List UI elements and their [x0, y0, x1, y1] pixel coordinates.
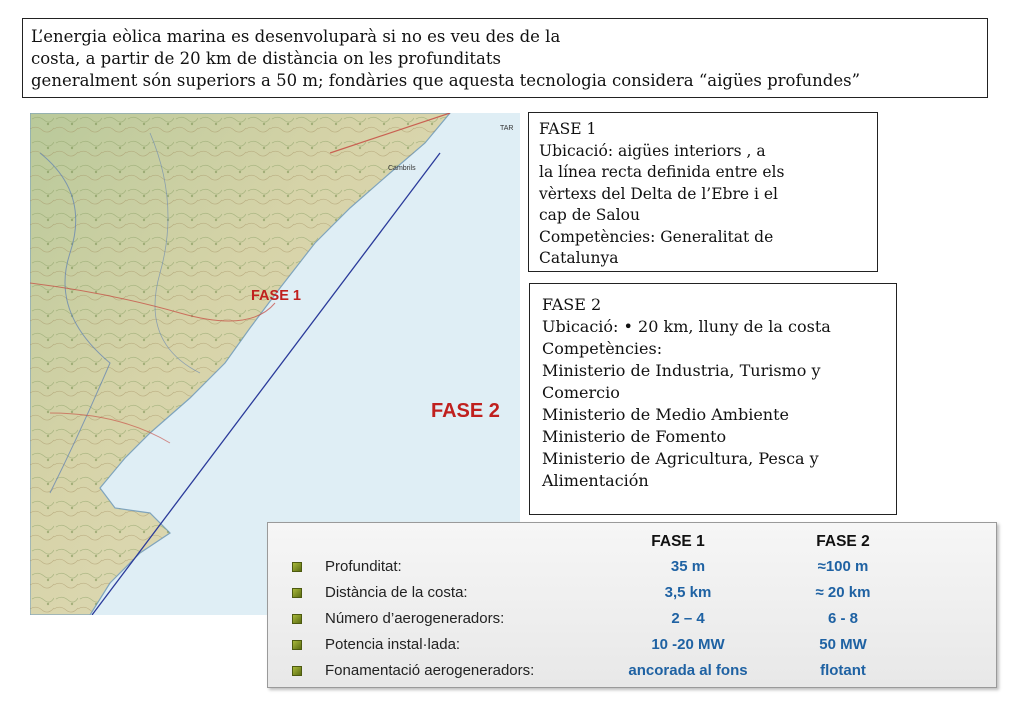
fase2-line: Comercio: [542, 383, 620, 402]
fase2-line: Competències:: [542, 339, 663, 358]
fase2-line: Ministerio de Industria, Turismo y: [542, 361, 821, 380]
row-label: Fonamentació aerogeneradors:: [325, 662, 535, 679]
map-label-fase2: FASE 2: [431, 400, 500, 422]
fase2-line: FASE 2: [542, 295, 602, 314]
intro-text-box: [22, 18, 988, 98]
square-bullet-icon: [292, 614, 302, 624]
fase1-line: Ubicació: aigües interiors , a: [539, 141, 766, 160]
fase1-line: Competències: Generalitat de: [539, 227, 774, 246]
fase2-line: Alimentación: [542, 471, 649, 490]
intro-line: L’energia eòlica marina es desenvoluparà si no es veu des de la: [31, 27, 561, 46]
intro-line: generalment són superiors a 50 m; fondàries que aquesta tecnologia considera “aigües profundes”: [31, 71, 861, 90]
fase2-value: ≈100 m: [817, 558, 869, 575]
fase2-line: Ministerio de Fomento: [542, 427, 727, 446]
place-label: Cambrils: [388, 165, 416, 172]
table-header-fase2: FASE 2: [816, 533, 870, 550]
square-bullet-icon: [292, 640, 302, 650]
fase2-value: ≈ 20 km: [815, 584, 871, 601]
table-row: [268, 582, 996, 606]
fase2-info-box: [529, 283, 897, 515]
fase1-value: 2 – 4: [671, 610, 705, 627]
fase1-value: 10 -20 MW: [651, 636, 725, 653]
intro-line: costa, a partir de 20 km de distància on les profunditats: [31, 49, 501, 68]
table-row: [268, 608, 996, 632]
fase1-line: cap de Salou: [539, 206, 640, 224]
fase1-line: FASE 1: [539, 120, 597, 138]
square-bullet-icon: [292, 588, 302, 598]
place-label: TAR: [500, 125, 514, 132]
comparison-table: [267, 522, 997, 688]
fase1-value: 3,5 km: [664, 584, 712, 601]
fase1-line: la línea recta definida entre els: [539, 163, 785, 181]
row-label: Profunditat:: [325, 558, 402, 575]
fase1-value: 35 m: [670, 558, 706, 575]
fase2-line: Ministerio de Medio Ambiente: [542, 405, 789, 424]
row-label: Distància de la costa:: [325, 584, 468, 601]
table-row: [268, 556, 996, 580]
table-row: [268, 634, 996, 658]
fase1-info-box: [528, 112, 878, 272]
fase1-line: vèrtexs del Delta de l’Ebre i el: [539, 184, 778, 203]
fase1-value: ancorada al fons: [628, 662, 748, 679]
square-bullet-icon: [292, 666, 302, 676]
square-bullet-icon: [292, 562, 302, 572]
map-label-fase1: FASE 1: [251, 288, 301, 304]
fase2-value: 50 MW: [819, 636, 867, 653]
fase2-value: 6 - 8: [827, 610, 858, 627]
table-row: [268, 660, 996, 684]
fase2-line: Ministerio de Agricultura, Pesca y: [542, 449, 819, 468]
table-header-fase1: FASE 1: [651, 533, 705, 550]
fase2-value: flotant: [820, 662, 866, 679]
fase1-line: Catalunya: [539, 249, 619, 267]
fase2-line: Ubicació: • 20 km, lluny de la costa: [542, 317, 831, 336]
row-label: Número d’aerogeneradors:: [325, 610, 505, 627]
row-label: Potencia instal·lada:: [325, 636, 461, 653]
